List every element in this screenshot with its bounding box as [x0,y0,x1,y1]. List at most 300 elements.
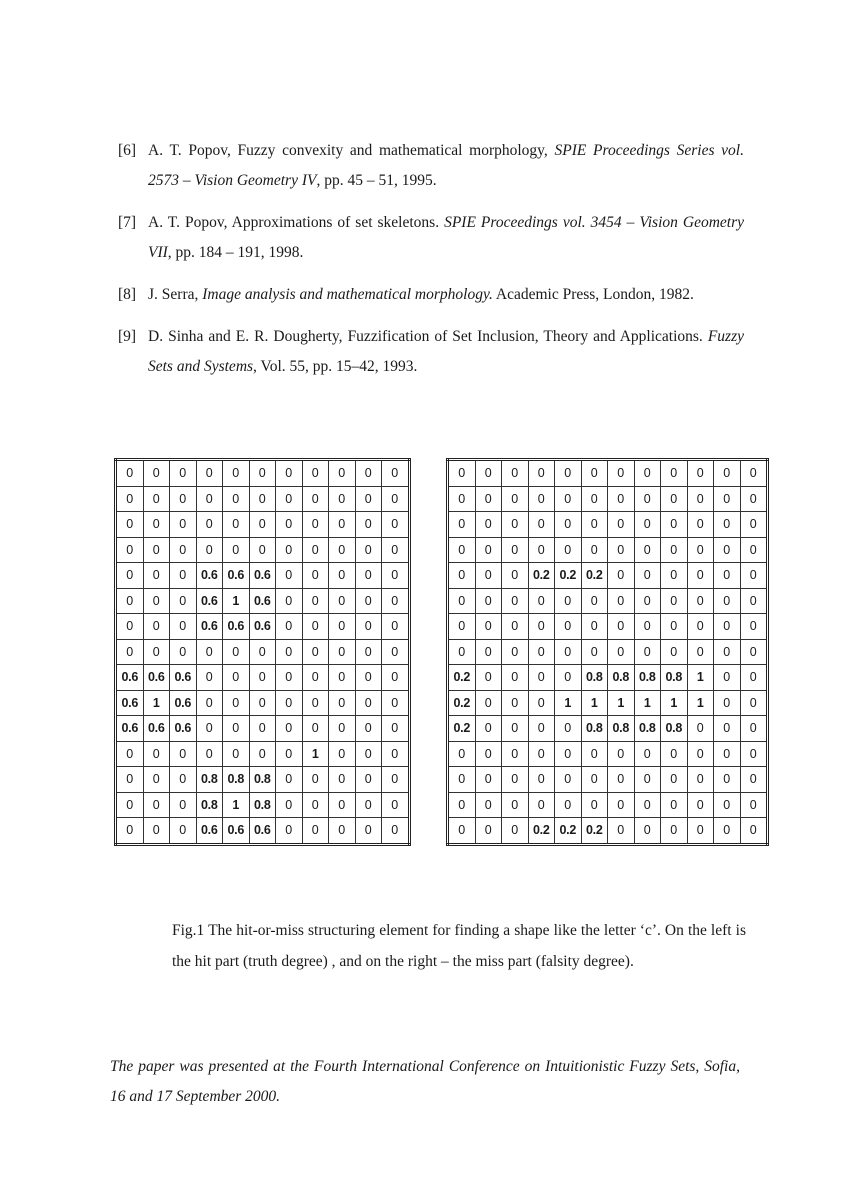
grid-cell: 0 [687,512,714,538]
reference-item [118,322,744,382]
grid-cell: 0 [528,460,555,487]
grid-cell: 0 [475,588,502,614]
grid-cell: 0 [170,563,197,589]
grid-cell: 0 [355,818,382,845]
grid-cell: 0 [634,741,661,767]
grid-cell: 0 [555,460,582,487]
grid-cell: 0 [555,767,582,793]
grid-cell: 0 [276,563,303,589]
grid-cell: 0 [740,639,768,665]
grid-cell: 0 [355,716,382,742]
grid-cell: 1 [223,588,250,614]
grid-cell: 0 [714,690,741,716]
table-row [448,486,768,512]
grid-cell: 0 [143,563,170,589]
grid-cell: 0 [143,741,170,767]
grid-cell: 0 [502,741,529,767]
grid-cell: 0 [687,741,714,767]
grid-cell: 0 [528,512,555,538]
grid-cell: 0 [714,639,741,665]
grid-cell: 0 [581,767,608,793]
grid-cell: 0 [555,716,582,742]
grid-cell: 0 [143,614,170,640]
grid-cell: 0 [329,741,356,767]
grid-cell: 0 [502,460,529,487]
grid-cell: 0 [143,537,170,563]
grid-cell: 0 [634,639,661,665]
grid-cell: 0 [475,792,502,818]
table-row [116,767,410,793]
grid-cell: 0 [608,792,635,818]
grid-cell: 0 [661,460,688,487]
grid-cell: 0.8 [196,792,223,818]
figure-caption: Fig.1 The hit-or-miss structuring element for finding a shape like the letter ‘c’. On the left is the hit part (truth degree) , and on the right – the miss part (falsity degree). [172,922,746,970]
grid-cell: 0 [528,614,555,640]
grid-cell: 0 [329,512,356,538]
grid-cell: 0 [581,486,608,512]
grid-cell: 0 [116,767,144,793]
grid-cell: 0 [170,486,197,512]
grid-cell: 0 [382,818,410,845]
grid-cell: 0 [661,792,688,818]
grid-cell: 0 [116,614,144,640]
grid-cell: 0 [302,486,329,512]
grid-cell: 0 [687,486,714,512]
grid-cell: 0 [302,588,329,614]
grid-cell: 0 [302,512,329,538]
grid-cell: 0 [740,512,768,538]
grid-cell: 1 [223,792,250,818]
grid-cell: 0.8 [249,792,276,818]
grid-cell: 0 [382,486,410,512]
grid-cell: 0 [276,716,303,742]
grid-cell: 0 [170,537,197,563]
grid-cell: 0 [355,767,382,793]
grid-cell: 0 [740,460,768,487]
grid-cell: 0 [276,741,303,767]
reference-text: , Vol. 55, pp. 15–42, 1993. [253,358,418,375]
grid-cell: 0 [223,486,250,512]
grid-cell: 0 [661,614,688,640]
grid-cell: 0 [329,588,356,614]
grid-cell: 0 [329,818,356,845]
grid-cell: 0.6 [143,665,170,691]
grid-cell: 0 [555,588,582,614]
grid-cell: 0 [170,818,197,845]
table-row [116,818,410,845]
grid-cell: 0 [687,767,714,793]
grid-cell: 0 [528,792,555,818]
grid-cell: 0 [634,460,661,487]
grid-cell: 0 [555,665,582,691]
grid-cell: 0 [170,512,197,538]
grid-cell: 0 [714,512,741,538]
grid-cell: 0 [143,460,170,487]
reference-text: A. T. Popov, Approximations of set skeletons. [148,214,445,231]
grid-cell: 0 [448,537,476,563]
grid-cell: 0 [329,614,356,640]
table-row [448,818,768,845]
grid-cell: 0 [329,537,356,563]
grid-cell: 0 [448,614,476,640]
grid-cell: 0 [249,537,276,563]
reference-source: Image analysis and mathematical morphology. [202,286,493,303]
grid-cell: 0 [528,639,555,665]
grid-cell: 0 [382,792,410,818]
grid-cell: 0 [302,818,329,845]
grid-cell: 0 [581,792,608,818]
grid-cell: 0 [687,614,714,640]
grid-cell: 0 [475,716,502,742]
grid-cell: 0 [170,460,197,487]
grid-cell: 0 [276,792,303,818]
grid-cell: 0 [448,512,476,538]
grid-cell: 0 [528,665,555,691]
table-row [116,512,410,538]
table-row [116,460,410,487]
grid-cell: 0 [581,639,608,665]
grid-cell: 0 [382,741,410,767]
grid-cell: 0 [249,690,276,716]
table-row [448,537,768,563]
reference-text: , pp. 184 – 191, 1998. [167,244,304,261]
grid-cell: 0 [502,690,529,716]
grid-cell: 0 [382,767,410,793]
grid-cell: 0.6 [249,588,276,614]
grid-cell: 0.2 [448,665,476,691]
grid-cell: 0 [714,792,741,818]
grid-cell: 0 [302,665,329,691]
grid-cell: 0 [223,639,250,665]
grid-cell: 0 [661,639,688,665]
grid-cell: 0 [687,716,714,742]
grid-cell: 0 [196,639,223,665]
grid-cell: 1 [687,690,714,716]
grid-cell: 0 [143,818,170,845]
grid-cell: 0 [382,665,410,691]
grid-cell: 1 [302,741,329,767]
grid-cell: 0 [382,716,410,742]
grid-cell: 0 [355,665,382,691]
grid-cell: 0 [448,563,476,589]
grid-cell: 0 [581,614,608,640]
grid-cell: 0.6 [170,716,197,742]
grid-cell: 0 [382,563,410,589]
grid-cell: 0 [143,767,170,793]
grid-cell: 0 [276,486,303,512]
grid-cell: 0 [740,614,768,640]
table-row [448,512,768,538]
grid-cell: 0 [714,563,741,589]
grid-cell: 0 [502,486,529,512]
grid-cell: 0 [714,741,741,767]
reference-text: Academic Press, London, 1982. [492,286,694,303]
grid-cell: 0 [581,741,608,767]
grid-cell: 0 [661,486,688,512]
grid-cell: 0 [502,537,529,563]
grid-cell: 0 [634,537,661,563]
grid-cell: 0 [382,512,410,538]
grid-cell: 0 [608,537,635,563]
grid-cell: 0 [116,792,144,818]
grid-cell: 0 [740,716,768,742]
grid-cell: 0 [634,614,661,640]
grid-cell: 0.2 [581,563,608,589]
grid-cell: 0.6 [170,690,197,716]
grid-cell: 0 [448,792,476,818]
grid-cell: 0 [687,588,714,614]
grid-cell: 0.6 [223,614,250,640]
grid-cell: 0 [475,563,502,589]
grid-cell: 0 [223,537,250,563]
grid-cell: 0 [276,537,303,563]
grid-cell: 1 [143,690,170,716]
table-row [448,639,768,665]
grid-cell: 0.8 [581,716,608,742]
grid-cell: 0.6 [170,665,197,691]
grid-cell: 0 [714,486,741,512]
table-row [448,767,768,793]
table-row [116,614,410,640]
grid-cell: 0 [170,741,197,767]
grid-cell: 0 [302,690,329,716]
grid-cell: 0 [329,767,356,793]
grid-cell: 0.2 [448,716,476,742]
grid-cell: 0 [249,486,276,512]
grid-cell: 0 [223,665,250,691]
grid-cell: 0 [555,486,582,512]
grid-cell: 0.2 [555,563,582,589]
grid-cell: 0 [714,716,741,742]
grid-cell: 0.2 [555,818,582,845]
grid-cell: 0.8 [634,665,661,691]
grid-cell: 0 [276,460,303,487]
grid-cell: 0 [249,716,276,742]
grid-cell: 0 [581,460,608,487]
grid-cell: 1 [687,665,714,691]
grid-cell: 1 [661,690,688,716]
grid-cell: 0 [555,741,582,767]
grid-cell: 0 [196,665,223,691]
grid-cell: 0 [276,690,303,716]
grid-cell: 1 [634,690,661,716]
grid-cell: 0 [116,588,144,614]
grid-cell: 0 [170,614,197,640]
grid-cell: 0 [475,665,502,691]
grid-cell: 0 [329,486,356,512]
grid-cell: 0 [475,639,502,665]
grid-cell: 0 [502,716,529,742]
table-row [116,665,410,691]
grid-cell: 0 [714,818,741,845]
grid-cell: 0 [581,588,608,614]
grid-cell: 0.2 [528,563,555,589]
grid-cell: 0 [502,639,529,665]
grid-cell: 0 [276,665,303,691]
reference-text: D. Sinha and E. R. Dougherty, Fuzzification of Set Inclusion, Theory and Applications. [148,328,708,345]
grid-cell: 0.6 [196,818,223,845]
grid-cell: 0 [382,537,410,563]
grid-cell: 0 [143,512,170,538]
grid-cell: 0 [714,588,741,614]
grid-cell: 0 [116,537,144,563]
grid-cell: 0 [608,639,635,665]
reference-source: SPIE Proceedings vol. 3454 – Vision Geometry VII [148,214,744,261]
grid-cell: 0 [608,767,635,793]
grid-cell: 0 [170,792,197,818]
grid-cell: 0.8 [249,767,276,793]
grid-cell: 0 [634,767,661,793]
grid-cell: 0 [329,665,356,691]
grid-cell: 0 [740,818,768,845]
grid-cell: 0 [116,639,144,665]
grid-cell: 0 [687,563,714,589]
grid-cell: 0 [475,690,502,716]
grid-cell: 0 [276,767,303,793]
grid-cell: 0 [355,563,382,589]
grid-cell: 0 [714,665,741,691]
grid-cell: 0 [276,614,303,640]
grid-cell: 0.8 [223,767,250,793]
grid-cell: 0 [581,537,608,563]
grid-cell: 0 [143,486,170,512]
grid-cell: 0 [528,690,555,716]
grid-cell: 0 [608,460,635,487]
grid-cell: 0 [196,512,223,538]
grid-cell: 0 [329,716,356,742]
grid-cell: 0 [170,588,197,614]
grid-cell: 0 [355,792,382,818]
table-row [116,486,410,512]
grid-cell: 0.8 [196,767,223,793]
grid-cell: 0 [502,512,529,538]
grid-cell: 0 [661,512,688,538]
grid-cell: 0 [329,563,356,589]
grid-cell: 0 [634,792,661,818]
grid-cell: 0.6 [116,690,144,716]
grid-cell: 0 [249,741,276,767]
table-row [448,460,768,487]
grid-cell: 0.6 [249,563,276,589]
grid-cell: 0 [740,792,768,818]
grid-cell: 0 [740,665,768,691]
grid-cell: 0 [502,563,529,589]
grid-cell: 0 [740,741,768,767]
grid-cell: 0 [116,741,144,767]
grid-cell: 0 [608,588,635,614]
grid-cell: 0.6 [249,614,276,640]
grid-cell: 0 [249,639,276,665]
grid-cell: 0 [475,614,502,640]
grid-cell: 0 [528,741,555,767]
grid-cell: 0 [302,639,329,665]
grid-cell: 0 [687,639,714,665]
grid-cell: 0 [661,767,688,793]
grid-cell: 0 [143,792,170,818]
reference-number: [9] [118,328,137,345]
grid-cell: 0 [196,460,223,487]
grid-cell: 0 [555,614,582,640]
grid-cell: 0 [329,460,356,487]
grid-cell: 0 [223,690,250,716]
table-row [448,690,768,716]
grid-cell: 0.6 [223,563,250,589]
grid-cell: 0 [740,486,768,512]
grid-cell: 0 [608,818,635,845]
grid-cell: 0 [382,639,410,665]
reference-list [118,136,744,394]
grid-cell: 0.6 [116,665,144,691]
grid-cell: 1 [608,690,635,716]
reference-item [118,208,744,268]
reference-text: , pp. 45 – 51, 1995. [316,172,437,189]
grid-cell: 0 [143,588,170,614]
grid-cell: 0 [608,486,635,512]
grid-cell: 0 [687,792,714,818]
grid-cell: 0 [687,537,714,563]
grid-cell: 0 [634,588,661,614]
grid-cell: 0 [355,460,382,487]
grid-cell: 0 [475,767,502,793]
grid-cell: 0 [329,792,356,818]
grid-cell: 0 [355,512,382,538]
grid-cell: 0 [687,460,714,487]
grid-cell: 0 [302,460,329,487]
grid-cell: 0.8 [634,716,661,742]
grid-cell: 0 [196,690,223,716]
grid-cell: 0.8 [608,665,635,691]
grid-cell: 0 [740,767,768,793]
grid-cell: 0 [608,563,635,589]
grid-cell: 0 [355,614,382,640]
table-row [448,588,768,614]
grid-cell: 0 [448,767,476,793]
grid-cell: 0 [634,563,661,589]
grid-cell: 0 [502,614,529,640]
grid-cell: 0.2 [448,690,476,716]
table-row [448,563,768,589]
grid-cell: 0 [116,563,144,589]
grid-cell: 0 [528,767,555,793]
grid-cell: 0 [223,741,250,767]
grid-cell: 0 [116,486,144,512]
grid-cell: 0 [382,588,410,614]
grid-cell: 0 [687,818,714,845]
grid-cell: 0 [502,818,529,845]
grid-cell: 0 [196,486,223,512]
grid-cell: 0 [143,639,170,665]
reference-item [118,280,744,310]
grid-cell: 0 [302,716,329,742]
grid-cell: 0 [555,792,582,818]
grid-cell: 0 [714,767,741,793]
table-row [116,588,410,614]
hit-part-table [114,458,411,846]
grid-cell: 0 [355,588,382,614]
grid-cell: 0 [302,537,329,563]
grid-cell: 0 [448,741,476,767]
grid-cell: 0.6 [223,818,250,845]
reference-number: [6] [118,142,137,159]
grid-cell: 0 [661,588,688,614]
grid-cell: 0 [276,588,303,614]
grid-cell: 0 [634,486,661,512]
grid-cell: 0 [475,460,502,487]
grid-cell: 0 [382,690,410,716]
grid-cell: 0 [196,741,223,767]
table-row [448,614,768,640]
grid-cell: 0.6 [196,614,223,640]
